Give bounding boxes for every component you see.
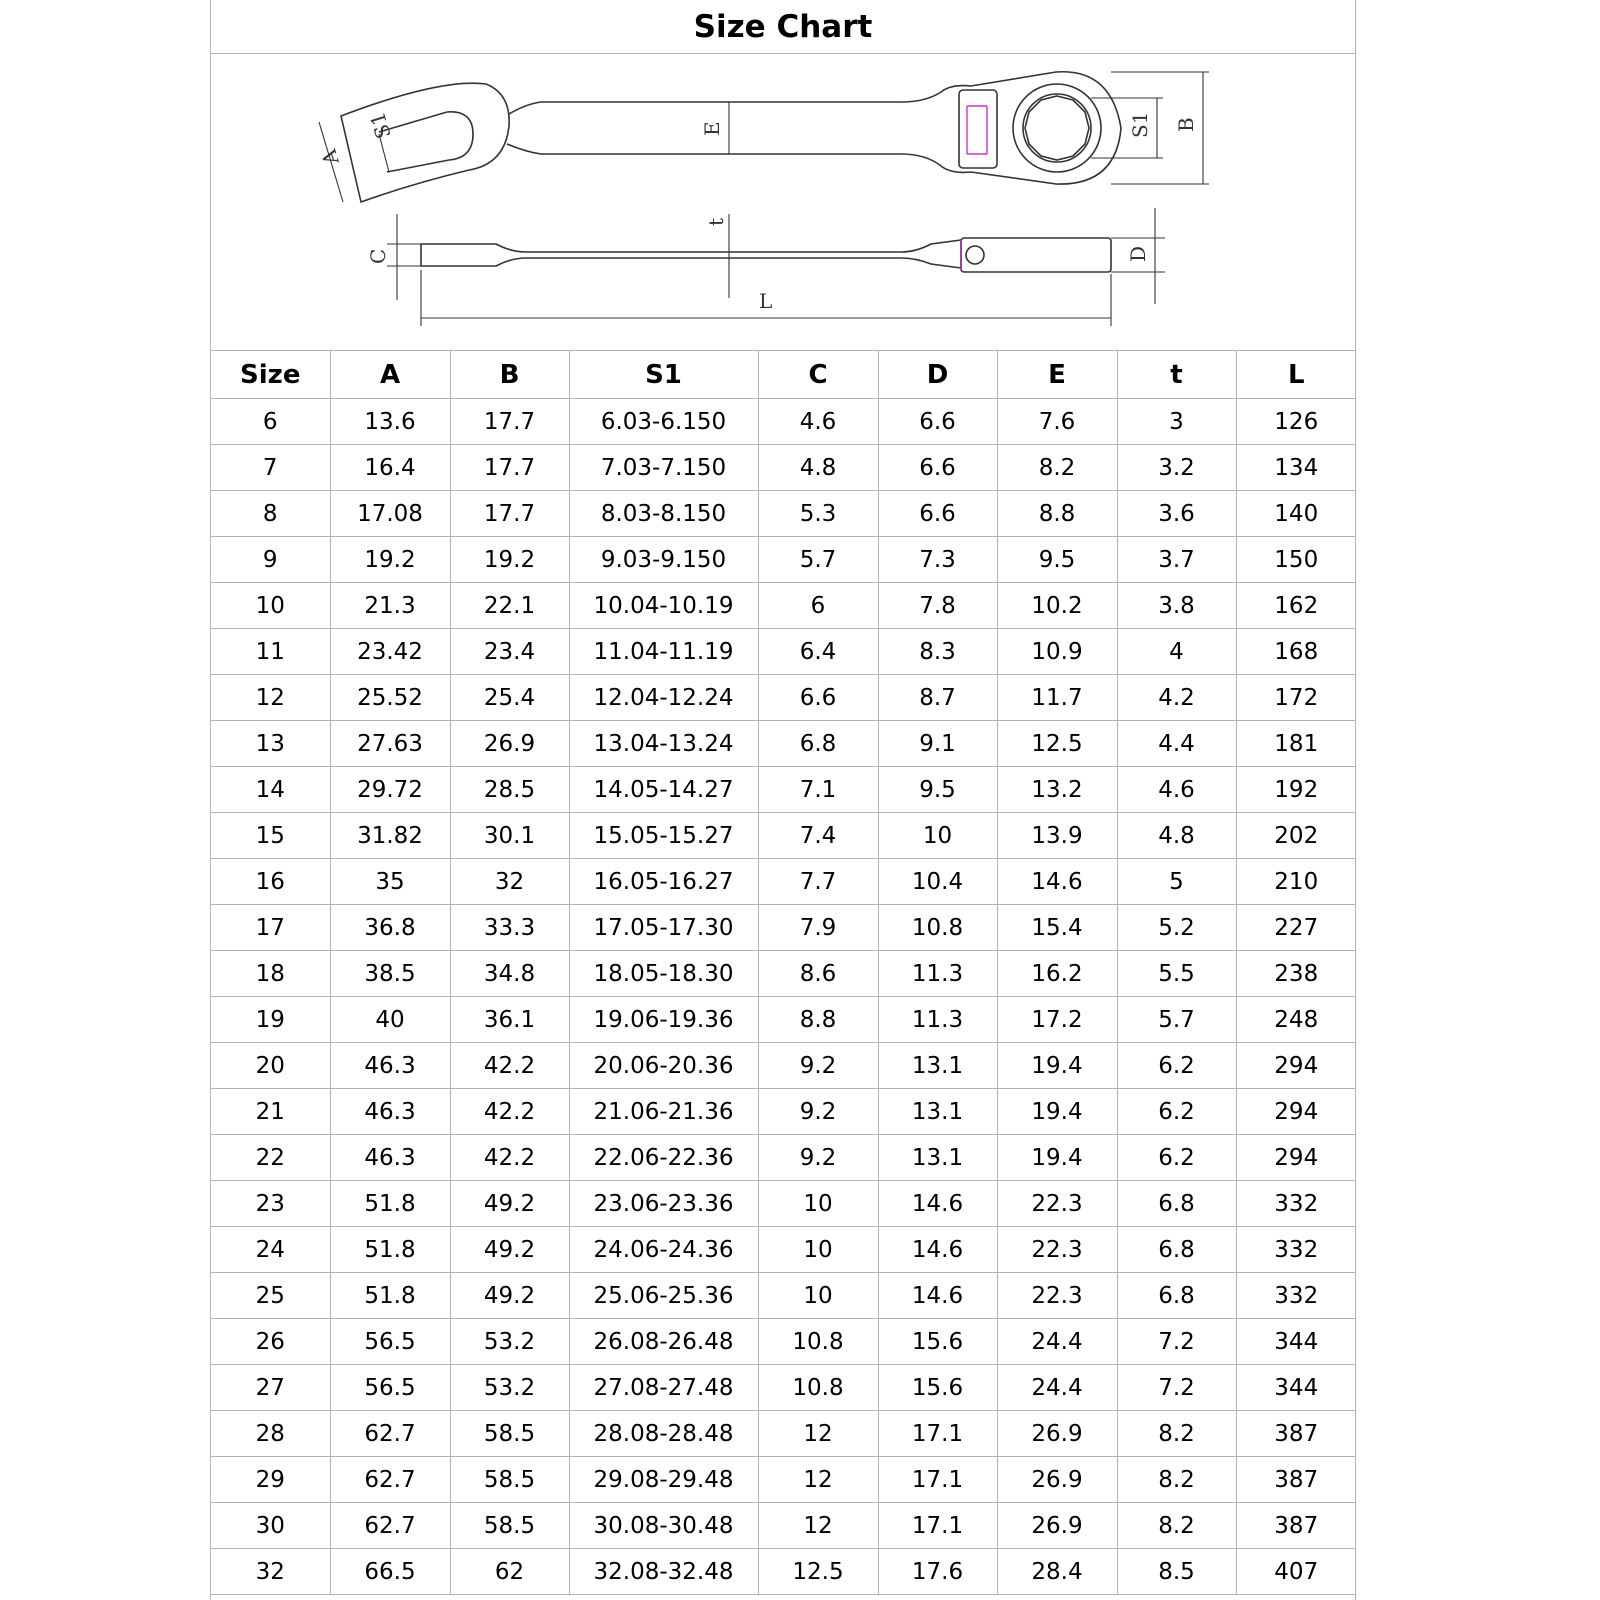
cell-d: 10.8: [878, 905, 997, 951]
cell-d: 14.6: [878, 1273, 997, 1319]
cell-size: 28: [211, 1411, 330, 1457]
cell-s1: 23.06-23.36: [569, 1181, 758, 1227]
cell-e: 26.9: [997, 1503, 1117, 1549]
cell-d: 6.6: [878, 399, 997, 445]
cell-d: 10.4: [878, 859, 997, 905]
shank-top: [509, 92, 941, 114]
cell-a: 46.3: [330, 1043, 450, 1089]
cell-e: 10.2: [997, 583, 1117, 629]
cell-size: 30: [211, 1503, 330, 1549]
header-size: Size: [211, 351, 330, 399]
cell-l: 248: [1236, 997, 1356, 1043]
cell-s1: 13.04-13.24: [569, 721, 758, 767]
header-e: E: [997, 351, 1117, 399]
cell-a: 62.7: [330, 1503, 450, 1549]
cell-c: 4.8: [758, 445, 878, 491]
cell-size: 8: [211, 491, 330, 537]
table-row: [211, 445, 1356, 491]
table-row: [211, 997, 1356, 1043]
wrench-diagram: [211, 54, 1355, 350]
cell-a: 38.5: [330, 951, 450, 997]
cell-size: 24: [211, 1227, 330, 1273]
cell-a: 23.42: [330, 629, 450, 675]
cell-c: 7.9: [758, 905, 878, 951]
cell-s1: 15.05-15.27: [569, 813, 758, 859]
cell-a: 13.6: [330, 399, 450, 445]
cell-d: 17.1: [878, 1457, 997, 1503]
label-s1-ring: S1: [1128, 111, 1152, 138]
cell-d: 8.7: [878, 675, 997, 721]
header-a: A: [330, 351, 450, 399]
cell-d: 7.3: [878, 537, 997, 583]
cell-size: 21: [211, 1089, 330, 1135]
cell-a: 25.52: [330, 675, 450, 721]
cell-d: 9.1: [878, 721, 997, 767]
cell-t: 7.2: [1117, 1319, 1236, 1365]
cell-e: 16.2: [997, 951, 1117, 997]
cell-s1: 19.06-19.36: [569, 997, 758, 1043]
cell-t: 5.7: [1117, 997, 1236, 1043]
cell-l: 387: [1236, 1503, 1356, 1549]
cell-a: 21.3: [330, 583, 450, 629]
table-row: [211, 675, 1356, 721]
cell-s1: 32.08-32.48: [569, 1549, 758, 1595]
cell-a: 17.08: [330, 491, 450, 537]
cell-d: 7.8: [878, 583, 997, 629]
cell-e: 19.4: [997, 1135, 1117, 1181]
cell-size: 27: [211, 1365, 330, 1411]
open-end-jaw: [379, 112, 473, 172]
table-body: [211, 399, 1356, 1595]
cell-e: 24.4: [997, 1319, 1117, 1365]
cell-t: 4.6: [1117, 767, 1236, 813]
cell-b: 49.2: [450, 1273, 569, 1319]
cell-d: 17.1: [878, 1411, 997, 1457]
cell-c: 7.1: [758, 767, 878, 813]
side-hinge-pin: [966, 246, 984, 264]
cell-a: 66.5: [330, 1549, 450, 1595]
cell-t: 6.8: [1117, 1273, 1236, 1319]
cell-e: 11.7: [997, 675, 1117, 721]
cell-a: 35: [330, 859, 450, 905]
cell-s1: 22.06-22.36: [569, 1135, 758, 1181]
table-row: [211, 767, 1356, 813]
cell-t: 5: [1117, 859, 1236, 905]
table-header-row: [211, 351, 1356, 399]
cell-s1: 26.08-26.48: [569, 1319, 758, 1365]
header-c: C: [758, 351, 878, 399]
cell-d: 8.3: [878, 629, 997, 675]
cell-e: 19.4: [997, 1089, 1117, 1135]
cell-a: 51.8: [330, 1181, 450, 1227]
cell-t: 3.8: [1117, 583, 1236, 629]
cell-size: 9: [211, 537, 330, 583]
cell-size: 6: [211, 399, 330, 445]
cell-a: 51.8: [330, 1227, 450, 1273]
hinge-block: [959, 90, 997, 168]
ring-outer: [1013, 84, 1101, 172]
table-row: [211, 399, 1356, 445]
cell-l: 238: [1236, 951, 1356, 997]
table-row: [211, 721, 1356, 767]
cell-l: 162: [1236, 583, 1356, 629]
cell-s1: 9.03-9.150: [569, 537, 758, 583]
cell-l: 210: [1236, 859, 1356, 905]
cell-size: 23: [211, 1181, 330, 1227]
shank-bottom: [507, 144, 941, 166]
cell-e: 24.4: [997, 1365, 1117, 1411]
cell-a: 56.5: [330, 1365, 450, 1411]
cell-b: 53.2: [450, 1319, 569, 1365]
hinge-accent: [967, 106, 987, 154]
cell-e: 13.9: [997, 813, 1117, 859]
table-row: [211, 1227, 1356, 1273]
label-b: B: [1174, 117, 1198, 132]
label-e: E: [700, 121, 724, 136]
cell-l: 332: [1236, 1181, 1356, 1227]
table-row: [211, 1135, 1356, 1181]
table-row: [211, 859, 1356, 905]
cell-c: 7.7: [758, 859, 878, 905]
cell-size: 22: [211, 1135, 330, 1181]
cell-l: 332: [1236, 1227, 1356, 1273]
cell-a: 40: [330, 997, 450, 1043]
cell-c: 7.4: [758, 813, 878, 859]
header-s1: S1: [569, 351, 758, 399]
table-row: [211, 1457, 1356, 1503]
cell-a: 31.82: [330, 813, 450, 859]
label-c: C: [366, 248, 390, 264]
cell-c: 5.7: [758, 537, 878, 583]
cell-s1: 24.06-24.36: [569, 1227, 758, 1273]
table-row: [211, 905, 1356, 951]
cell-e: 8.8: [997, 491, 1117, 537]
cell-a: 56.5: [330, 1319, 450, 1365]
cell-b: 42.2: [450, 1135, 569, 1181]
cell-size: 13: [211, 721, 330, 767]
cell-s1: 6.03-6.150: [569, 399, 758, 445]
cell-b: 36.1: [450, 997, 569, 1043]
cell-t: 4.2: [1117, 675, 1236, 721]
cell-size: 19: [211, 997, 330, 1043]
table-row: [211, 1273, 1356, 1319]
cell-e: 10.9: [997, 629, 1117, 675]
cell-b: 17.7: [450, 445, 569, 491]
cell-l: 407: [1236, 1549, 1356, 1595]
cell-b: 58.5: [450, 1457, 569, 1503]
cell-c: 6.6: [758, 675, 878, 721]
cell-a: 19.2: [330, 537, 450, 583]
cell-c: 10.8: [758, 1319, 878, 1365]
cell-t: 4.8: [1117, 813, 1236, 859]
cell-a: 46.3: [330, 1089, 450, 1135]
size-chart-sheet: [210, 0, 1356, 1600]
cell-t: 4: [1117, 629, 1236, 675]
cell-e: 12.5: [997, 721, 1117, 767]
cell-t: 8.2: [1117, 1503, 1236, 1549]
cell-l: 140: [1236, 491, 1356, 537]
header-d: D: [878, 351, 997, 399]
cell-l: 344: [1236, 1319, 1356, 1365]
cell-b: 62: [450, 1549, 569, 1595]
cell-d: 13.1: [878, 1043, 997, 1089]
cell-d: 17.6: [878, 1549, 997, 1595]
cell-l: 294: [1236, 1135, 1356, 1181]
cell-e: 17.2: [997, 997, 1117, 1043]
cell-b: 17.7: [450, 399, 569, 445]
cell-d: 11.3: [878, 997, 997, 1043]
cell-c: 12: [758, 1411, 878, 1457]
cell-l: 344: [1236, 1365, 1356, 1411]
cell-s1: 16.05-16.27: [569, 859, 758, 905]
cell-c: 6.4: [758, 629, 878, 675]
cell-s1: 20.06-20.36: [569, 1043, 758, 1089]
cell-size: 7: [211, 445, 330, 491]
cell-t: 8.5: [1117, 1549, 1236, 1595]
cell-c: 10: [758, 1227, 878, 1273]
cell-l: 150: [1236, 537, 1356, 583]
page-title: Size Chart: [211, 0, 1355, 54]
cell-b: 17.7: [450, 491, 569, 537]
cell-b: 28.5: [450, 767, 569, 813]
cell-size: 26: [211, 1319, 330, 1365]
cell-e: 14.6: [997, 859, 1117, 905]
cell-b: 19.2: [450, 537, 569, 583]
cell-size: 20: [211, 1043, 330, 1089]
side-body: [421, 240, 961, 268]
cell-e: 9.5: [997, 537, 1117, 583]
table-row: [211, 629, 1356, 675]
cell-t: 6.2: [1117, 1135, 1236, 1181]
cell-l: 387: [1236, 1411, 1356, 1457]
table-row: [211, 1319, 1356, 1365]
cell-c: 4.6: [758, 399, 878, 445]
cell-b: 23.4: [450, 629, 569, 675]
cell-size: 32: [211, 1549, 330, 1595]
cell-l: 202: [1236, 813, 1356, 859]
cell-c: 12: [758, 1457, 878, 1503]
cell-t: 6.2: [1117, 1089, 1236, 1135]
cell-size: 29: [211, 1457, 330, 1503]
cell-b: 58.5: [450, 1503, 569, 1549]
table-row: [211, 813, 1356, 859]
cell-s1: 14.05-14.27: [569, 767, 758, 813]
cell-s1: 21.06-21.36: [569, 1089, 758, 1135]
table-row: [211, 1549, 1356, 1595]
cell-d: 15.6: [878, 1365, 997, 1411]
cell-l: 192: [1236, 767, 1356, 813]
cell-b: 34.8: [450, 951, 569, 997]
cell-a: 29.72: [330, 767, 450, 813]
cell-size: 16: [211, 859, 330, 905]
cell-size: 11: [211, 629, 330, 675]
cell-d: 9.5: [878, 767, 997, 813]
cell-d: 14.6: [878, 1227, 997, 1273]
open-end-head: [341, 83, 509, 202]
size-table: [211, 350, 1356, 1595]
cell-d: 13.1: [878, 1135, 997, 1181]
cell-d: 17.1: [878, 1503, 997, 1549]
cell-e: 22.3: [997, 1227, 1117, 1273]
cell-b: 58.5: [450, 1411, 569, 1457]
cell-c: 5.3: [758, 491, 878, 537]
cell-t: 8.2: [1117, 1457, 1236, 1503]
label-s1-open: S1: [365, 109, 396, 142]
cell-c: 10: [758, 1181, 878, 1227]
cell-s1: 17.05-17.30: [569, 905, 758, 951]
cell-s1: 7.03-7.150: [569, 445, 758, 491]
cell-b: 42.2: [450, 1089, 569, 1135]
cell-t: 6.8: [1117, 1227, 1236, 1273]
cell-l: 294: [1236, 1043, 1356, 1089]
cell-a: 62.7: [330, 1411, 450, 1457]
cell-e: 28.4: [997, 1549, 1117, 1595]
cell-b: 42.2: [450, 1043, 569, 1089]
cell-b: 49.2: [450, 1181, 569, 1227]
cell-l: 227: [1236, 905, 1356, 951]
cell-size: 10: [211, 583, 330, 629]
header-b: B: [450, 351, 569, 399]
cell-e: 22.3: [997, 1181, 1117, 1227]
cell-e: 15.4: [997, 905, 1117, 951]
cell-d: 10: [878, 813, 997, 859]
cell-b: 25.4: [450, 675, 569, 721]
cell-s1: 12.04-12.24: [569, 675, 758, 721]
cell-t: 6.2: [1117, 1043, 1236, 1089]
cell-size: 15: [211, 813, 330, 859]
cell-c: 9.2: [758, 1089, 878, 1135]
cell-s1: 18.05-18.30: [569, 951, 758, 997]
cell-c: 6: [758, 583, 878, 629]
cell-l: 168: [1236, 629, 1356, 675]
cell-c: 10.8: [758, 1365, 878, 1411]
cell-t: 3.6: [1117, 491, 1236, 537]
cell-d: 6.6: [878, 491, 997, 537]
cell-l: 294: [1236, 1089, 1356, 1135]
cell-d: 11.3: [878, 951, 997, 997]
cell-t: 5.5: [1117, 951, 1236, 997]
cell-e: 13.2: [997, 767, 1117, 813]
cell-d: 13.1: [878, 1089, 997, 1135]
cell-a: 62.7: [330, 1457, 450, 1503]
table-row: [211, 1043, 1356, 1089]
table-row: [211, 491, 1356, 537]
cell-a: 51.8: [330, 1273, 450, 1319]
cell-t: 6.8: [1117, 1181, 1236, 1227]
table-row: [211, 951, 1356, 997]
label-l: L: [759, 289, 773, 313]
cell-c: 12.5: [758, 1549, 878, 1595]
cell-s1: 28.08-28.48: [569, 1411, 758, 1457]
cell-l: 181: [1236, 721, 1356, 767]
cell-b: 49.2: [450, 1227, 569, 1273]
cell-a: 27.63: [330, 721, 450, 767]
label-d: D: [1126, 245, 1150, 262]
ring-inner: [1023, 94, 1091, 162]
cell-size: 14: [211, 767, 330, 813]
cell-a: 46.3: [330, 1135, 450, 1181]
cell-t: 3.2: [1117, 445, 1236, 491]
cell-l: 332: [1236, 1273, 1356, 1319]
cell-e: 26.9: [997, 1457, 1117, 1503]
wrench-drawing: [211, 54, 1356, 350]
cell-c: 6.8: [758, 721, 878, 767]
cell-l: 172: [1236, 675, 1356, 721]
cell-c: 8.6: [758, 951, 878, 997]
cell-t: 7.2: [1117, 1365, 1236, 1411]
cell-e: 7.6: [997, 399, 1117, 445]
table-row: [211, 1411, 1356, 1457]
table-row: [211, 1181, 1356, 1227]
cell-s1: 10.04-10.19: [569, 583, 758, 629]
table-row: [211, 583, 1356, 629]
cell-c: 9.2: [758, 1043, 878, 1089]
cell-t: 8.2: [1117, 1411, 1236, 1457]
label-t: t: [704, 217, 728, 226]
cell-c: 9.2: [758, 1135, 878, 1181]
cell-s1: 8.03-8.150: [569, 491, 758, 537]
cell-d: 14.6: [878, 1181, 997, 1227]
cell-s1: 27.08-27.48: [569, 1365, 758, 1411]
ring-12-point: [1025, 96, 1089, 160]
cell-c: 12: [758, 1503, 878, 1549]
table-row: [211, 1503, 1356, 1549]
cell-s1: 30.08-30.48: [569, 1503, 758, 1549]
cell-size: 17: [211, 905, 330, 951]
cell-t: 4.4: [1117, 721, 1236, 767]
cell-b: 26.9: [450, 721, 569, 767]
cell-b: 32: [450, 859, 569, 905]
cell-t: 3.7: [1117, 537, 1236, 583]
table-row: [211, 1089, 1356, 1135]
table-row: [211, 1365, 1356, 1411]
cell-b: 33.3: [450, 905, 569, 951]
cell-b: 22.1: [450, 583, 569, 629]
header-l: L: [1236, 351, 1356, 399]
cell-t: 5.2: [1117, 905, 1236, 951]
cell-e: 8.2: [997, 445, 1117, 491]
cell-a: 16.4: [330, 445, 450, 491]
cell-e: 19.4: [997, 1043, 1117, 1089]
cell-e: 22.3: [997, 1273, 1117, 1319]
table-row: [211, 537, 1356, 583]
label-a: A: [316, 146, 344, 168]
cell-l: 126: [1236, 399, 1356, 445]
cell-size: 12: [211, 675, 330, 721]
cell-size: 18: [211, 951, 330, 997]
cell-t: 3: [1117, 399, 1236, 445]
cell-s1: 11.04-11.19: [569, 629, 758, 675]
cell-c: 10: [758, 1273, 878, 1319]
cell-e: 26.9: [997, 1411, 1117, 1457]
cell-b: 53.2: [450, 1365, 569, 1411]
cell-c: 8.8: [758, 997, 878, 1043]
cell-s1: 25.06-25.36: [569, 1273, 758, 1319]
header-t: t: [1117, 351, 1236, 399]
cell-d: 6.6: [878, 445, 997, 491]
cell-a: 36.8: [330, 905, 450, 951]
cell-l: 387: [1236, 1457, 1356, 1503]
cell-b: 30.1: [450, 813, 569, 859]
cell-size: 25: [211, 1273, 330, 1319]
cell-d: 15.6: [878, 1319, 997, 1365]
cell-s1: 29.08-29.48: [569, 1457, 758, 1503]
cell-l: 134: [1236, 445, 1356, 491]
